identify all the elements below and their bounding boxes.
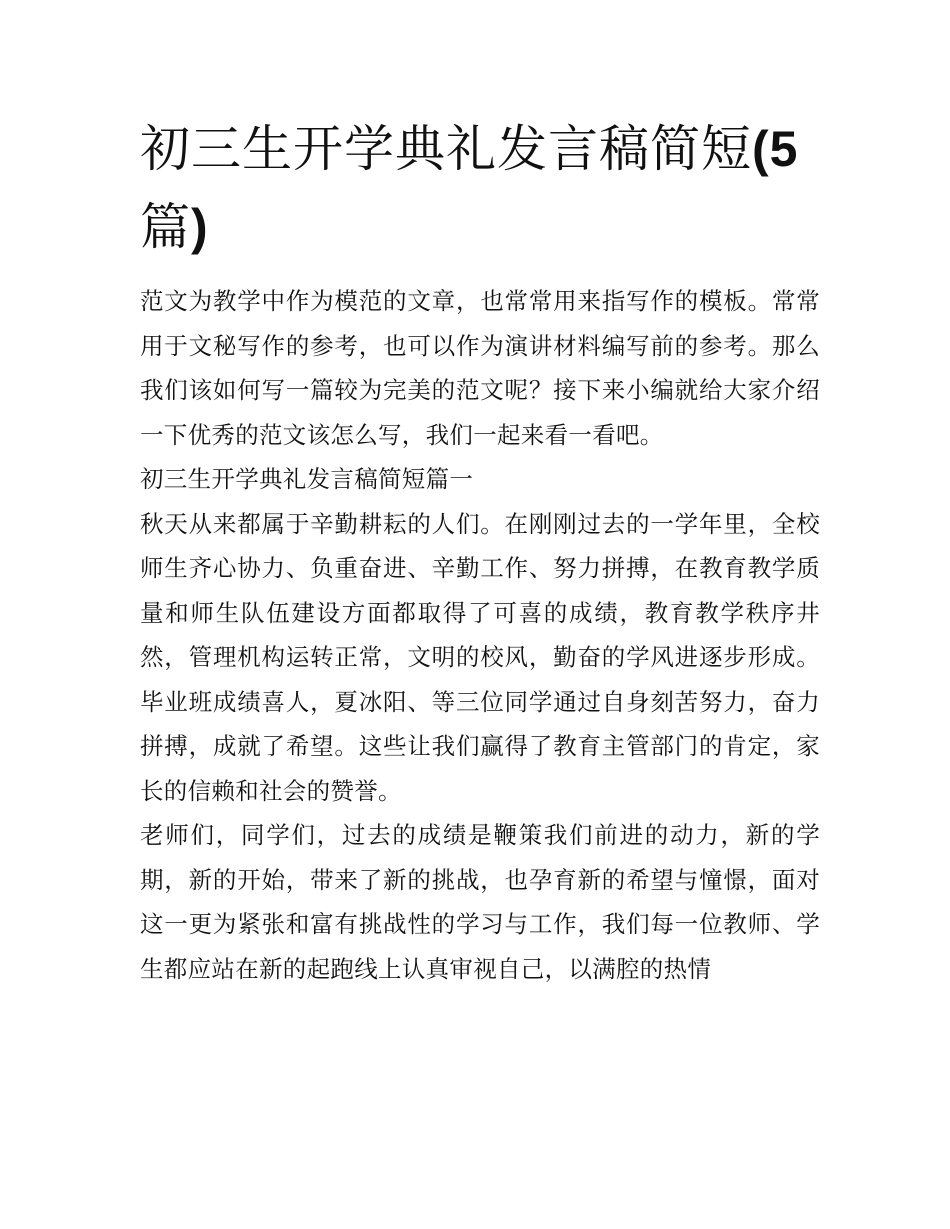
body-paragraph: 秋天从来都属于辛勤耕耘的人们。在刚刚过去的一学年里，全校师生齐心协力、负重奋进、辛勤工作、努力拼搏，在教育教学质量和师生队伍建设方面都取得了可喜的成绩，教育教学秩序井然，管理机构运转正常，文明的校风，勤奋的学风进逐步形成。毕业班成绩喜人，夏冰阳、等三位同学通过自身刻苦努力，奋力拼搏，成就了希望。这些让我们赢得了教育主管部门的肯定，家长的信赖和社会的赞誉。: [140, 509, 820, 805]
title-word: 篇: [140, 198, 191, 256]
body-paragraph: 老师们，同学们，过去的成绩是鞭策我们前进的动力，新的学期，新的开始，带来了新的挑战，也孕育新的希望与憧憬，面对这一更为紧张和富有挑战性的学习与工作，我们每一位教师、学生都应站在新的起跑线上认真审视自己，以满腔的热情: [140, 821, 820, 983]
section-heading: 初三生开学典礼发言稿简短篇一: [140, 465, 474, 493]
title-paren-open: (: [752, 121, 770, 177]
intro-paragraph: 范文为教学中作为模范的文章，也常常用来指写作的模板。常常用于文秘写作的参考，也可以作为演讲材料编写前的参考。那么我们该如何写一篇较为完美的范文呢？接下来小编就给大家介绍一下优秀的范文该怎么写，我们一起来看一看吧。: [140, 287, 820, 449]
document-title: [140, 110, 820, 266]
title-count: 5: [769, 121, 799, 177]
title-text: 初三生开学典礼发言稿简短: [140, 120, 752, 178]
title-paren-close: ): [191, 199, 209, 255]
document-body: [140, 279, 820, 991]
